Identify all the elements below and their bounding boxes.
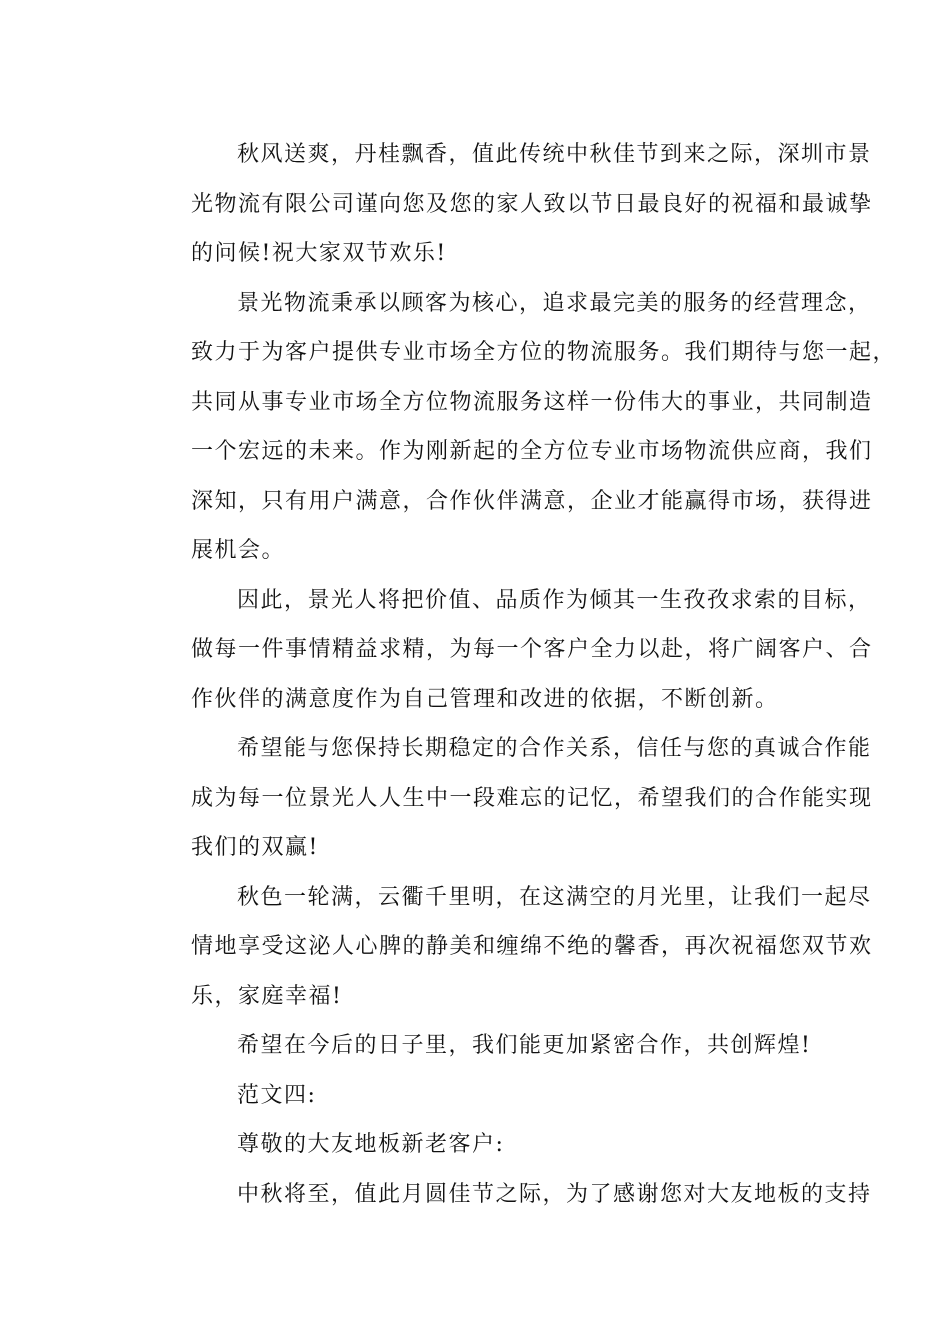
text-line: 范文四: bbox=[237, 1082, 317, 1108]
text-line: 致力于为客户提供专业市场全方位的物流服务。我们期待与您一起， bbox=[191, 340, 897, 365]
paragraph-values bbox=[145, 576, 873, 725]
paragraph-opening bbox=[145, 1170, 872, 1220]
text-line: 光物流有限公司谨向您及您的家人致以节日最良好的祝福和最诚挚 bbox=[191, 191, 873, 217]
text-line: 的问候!祝大家双节欢乐! bbox=[191, 241, 447, 266]
text-line: 做每一件事情精益求精，为每一个客户全力以赴，将广阔客户、合 bbox=[191, 637, 873, 662]
text-line: 一个宏远的未来。作为刚新起的全方位专业市场物流供应商，我们 bbox=[191, 439, 873, 464]
text-line: 景光物流秉承以顾客为核心，追求最完美的服务的经营理念， bbox=[237, 290, 872, 316]
text-line: 秋风送爽，丹桂飘香，值此传统中秋佳节到来之际，深圳市景 bbox=[237, 142, 872, 167]
text-line: 情地享受这泌人心脾的静美和缠绵不绝的馨香，再次祝福您双节欢 bbox=[191, 934, 873, 959]
text-line: 希望在今后的日子里，我们能更加紧密合作，共创辉煌! bbox=[237, 1033, 812, 1058]
paragraph-philosophy bbox=[145, 279, 897, 576]
paragraph-cooperation bbox=[145, 724, 873, 873]
salutation bbox=[145, 1120, 835, 1170]
text-line: 展机会。 bbox=[191, 538, 286, 563]
text-line: 共同从事专业市场全方位物流服务这样一份伟大的事业，共同制造 bbox=[191, 389, 873, 415]
text-line: 乐，家庭幸福! bbox=[191, 983, 343, 1009]
paragraph-hope bbox=[145, 1021, 835, 1071]
text-line: 因此，景光人将把价值、品质作为倾其一生孜孜求索的目标， bbox=[237, 587, 872, 613]
text-line: 秋色一轮满，云衢千里明，在这满空的月光里，让我们一起尽 bbox=[237, 884, 872, 910]
document-body bbox=[145, 130, 897, 1219]
text-line: 中秋将至，值此月圆佳节之际，为了感谢您对大友地板的支持 bbox=[237, 1181, 872, 1207]
text-line: 尊敬的大友地板新老客户: bbox=[237, 1132, 505, 1157]
text-line: 深知，只有用户满意，合作伙伴满意，企业才能赢得市场，获得进 bbox=[191, 488, 873, 514]
text-line: 希望能与您保持长期稳定的合作关系，信任与您的真诚合作能 bbox=[237, 736, 872, 761]
text-line: 我们的双赢! bbox=[191, 835, 319, 860]
paragraph-blessing bbox=[145, 873, 873, 1022]
paragraph-greeting bbox=[145, 130, 873, 279]
section-heading bbox=[145, 1071, 835, 1121]
text-line: 成为每一位景光人人生中一段难忘的记忆，希望我们的合作能实现 bbox=[191, 785, 873, 811]
text-line: 作伙伴的满意度作为自己管理和改进的依据，不断创新。 bbox=[191, 686, 779, 712]
